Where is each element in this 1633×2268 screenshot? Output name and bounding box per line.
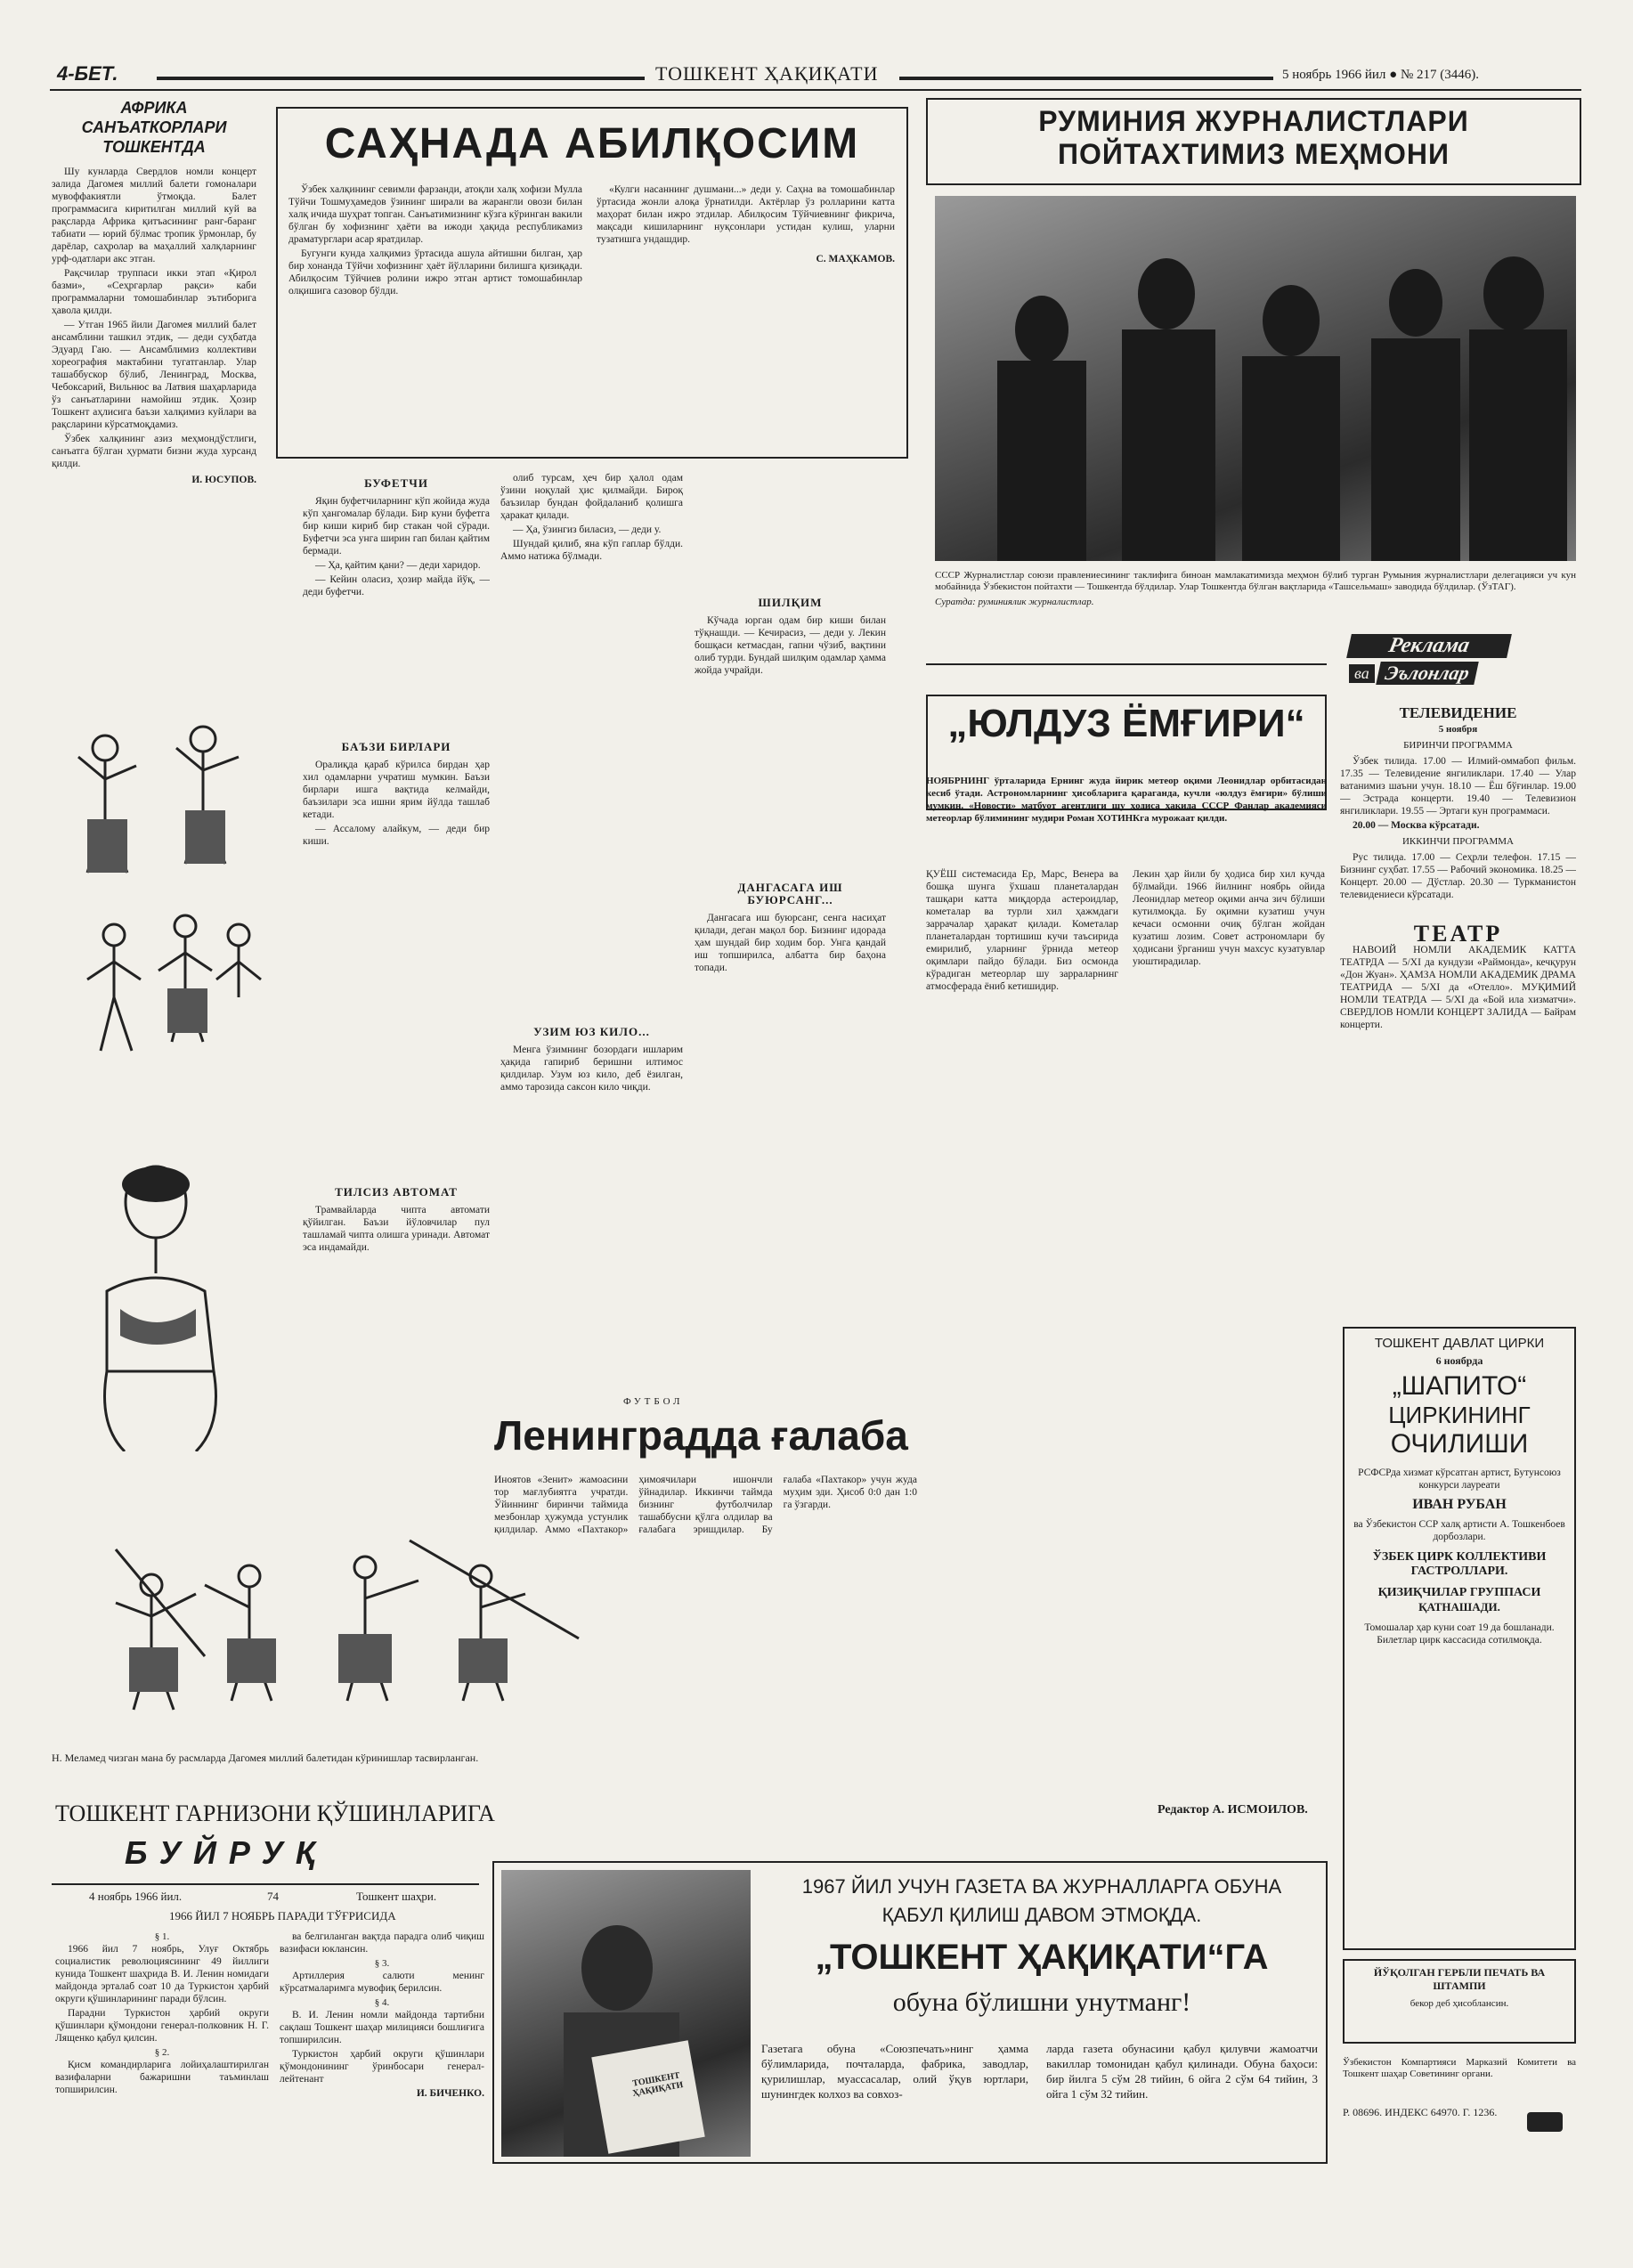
romania-title-box	[926, 98, 1581, 185]
tilsiz-text: Трамвайларда чипта автомати қўйилган. Баъзи йўловчилар пул ташламай чипта олишга уринади. Автомат эса индамайди.	[303, 1205, 490, 1253]
circus-box	[1343, 1327, 1576, 1950]
sahna-intro: Ўзбек халқининг севимли фарзанди, атоқли халқ хофизи Мулла Тўйчи Тошмуҳамедов ўзининг ширали ва жарангли овози билан халқ ичида шуҳрат топган. Санъатимизнинг кўзга кўринган вакили бўлган бу хофизнинг ҳаёти ва ижоди ҳақида республикамиз драматурглари асар яратдилар.	[288, 184, 582, 245]
yulduz-left-column: ҚУЁШ системасида Ер, Марс, Венера ва бошқа шунга ўхшаш планеталардан ташқари катта миқдорда астероидлар, кометалар ва турли хил ҳажмдаги заррачалар ҳаракат қилади. Кометалар планеталардан тортишиш кучи таъсирида емирилиб, уларнинг ўрнида метеор оқимлари пайдо бўлади. Биз осмонда кўрадиган метеорлар шу зарраларнинг атмосферада ёниб кетишидир.	[926, 869, 1118, 992]
garrison-right-1: ва белгиланган вақтда парадга олиб чиқиш вазифаси юклансин.	[280, 1931, 484, 1955]
sahna-author: С. МАҲКАМОВ.	[816, 254, 895, 264]
circus-performer: ИВАН РУБАН	[1412, 1497, 1507, 1512]
publisher-note: Ўзбекистон Компартияси Марказий Комитети ва Тошкент шаҳар Советининг органи.	[1343, 2057, 1576, 2079]
football-title: Ленинградда ғалаба	[494, 1412, 908, 1459]
issue-date: 5 ноябрь 1966 йил ● № 217 (3446).	[1282, 68, 1480, 82]
sahna-right-column	[597, 183, 895, 424]
humor-column-3	[695, 472, 886, 1380]
humor-column-1	[303, 472, 490, 1380]
sahna-right-text: «Кулги насаннинг душмани...» деди у. Саҳна ва томошабинлар ўртасида жонли алоқа ўрнатилди. Актёрлар ўз ролларини катта маҳорат билан ижро этдилар. Абилқосим Тўйчиевнинг фикрича, мақсади кишиларнинг нуқсонлари устидан кулиш, уларни тузатишга ундашдир.	[597, 184, 895, 245]
ads-column	[1340, 703, 1576, 1309]
yulduz-right-column: Лекин ҳар йили бу ҳодиса бир хил кучда бўлмайди. 1966 йилнинг ноябрь ойида Леонидлар метеор оқими анча зич бўлиши кутилмоқда. Бу оқимни кузатиш учун кечаси осмонни очиқ бўлган жойдан кузатиш лозим. Совет астрономлари бу ҳодисани ўрганиш учун махсус кузатувлар уюштирадилар.	[1133, 869, 1325, 967]
circus-text-2: ва Ўзбекистон ССР халқ артисти А. Тошкенбоев дорбозлари.	[1353, 1519, 1565, 1542]
subscription-line-4: обуна бўлишни унутманг!	[892, 1988, 1191, 2017]
photo-silhouettes	[935, 196, 1576, 561]
theatre-text: НАВОИЙ НОМЛИ АКАДЕМИК КАТТА ТЕАТРДА — 5/XI да кундузи «Раймонда», кечқурун «Дон Жуан». ҲАМЗА НОМЛИ АКАДЕМИК ДРАМА ТЕАТРИДА — 5/XI да «Отелло». МУҚИМИЙ НОМЛИ ТЕАТРДА — 5/XI да «Бой ила хизматчи». СВЕРДЛОВ НОМЛИ КОНЦЕРТ ЗАЛИДА — Байрам концерти.	[1340, 945, 1576, 1030]
humor-column-2	[500, 472, 683, 1380]
romania-photo-credit: Суратда: руминиялик журналистлар.	[935, 597, 1094, 607]
romania-journalists-photo	[935, 196, 1576, 561]
tv-program-1: БИРИНЧИ ПРОГРАММА	[1403, 740, 1513, 751]
subscription-body-right: ларда газета обунасини қабул қилувчи жамоатчи вакиллар томонидан қабул қилинади. Обуна баҳоси: бир йилга 5 сўм 28 тийин, 6 ойга 2 сўм 64 тийин, 3 ойга 1 сўм 32 тийин.	[1046, 2042, 1318, 2101]
masthead-rule-left	[157, 77, 645, 80]
page-number: 4-БЕТ.	[57, 62, 118, 85]
garrison-rule	[52, 1883, 479, 1885]
newspaper-name: ТОШКЕНТ ҲАҚИҚАТИ	[655, 62, 879, 85]
editor-name: Редактор А. ИСМОИЛОВ.	[1158, 1803, 1308, 1817]
ads-logo	[1340, 634, 1576, 695]
subscription-line-2: ҚАБУЛ ҚИЛИШ ДАВОМ ЭТМОҚДА.	[881, 1904, 1202, 1926]
garrison-right-3: В. И. Ленин номли майдонда тартибни сақлаш Тошкент шаҳар милицияси бошлиғига топширилсин.	[280, 2010, 484, 2045]
tilsiz-title: ТИЛСИЗ АВТОМАТ	[335, 1185, 458, 1199]
sahna-left-column	[288, 183, 582, 424]
circus-shapito: „ШАПИТО“	[1392, 1371, 1527, 1401]
bufetchi-paragraph: — Кейин оласиз, ҳозир майда йўқ, — деди буфетчи.	[303, 574, 490, 597]
football-label: ФУТБОЛ	[623, 1396, 684, 1407]
tv-program-2: ИККИНЧИ ПРОГРАММА	[1401, 836, 1514, 847]
tv-title: ТЕЛЕВИДЕНИЕ	[1399, 704, 1517, 721]
garrison-p1: 1966 йил 7 ноябрь, Улуғ Октябрь социалистик революциясининг 49 йиллиги кунида Тошкент шаҳрида В. И. Ленин номидаги майдонда эрталаб соат 10 да Туркистон ҳарбий округи қўшинларининг паради бўлсин.	[55, 1944, 269, 2004]
africa-paragraph: Ўзбек халқининг азиз меҳмондўстлиги, санъатга бўлган ҳурмати бизни жуда хурсанд қилди.	[52, 434, 256, 469]
circus-text-3: Томошалар ҳар куни соат 19 да бошланади. Билетлар цирк кассасида сотилмоқда.	[1364, 1622, 1555, 1646]
sahna-title: САҲНАДА АБИЛҚОСИМ	[324, 120, 860, 167]
circus-opening: ОЧИЛИШИ	[1390, 1429, 1529, 1459]
circus-text: РСФСРда хизмат кўрсатган артист, Бутунсоюз конкурси лауреати	[1358, 1467, 1561, 1491]
masthead-rule-right	[899, 77, 1273, 80]
subscription-newspaper-small: ТОШКЕНТ ҲАҚИҚАТИ	[631, 2070, 685, 2099]
garrison-date: 4 ноябрь 1966 йил.	[89, 1890, 183, 1903]
circus-tsirk: ЦИРКИНИНГ	[1388, 1402, 1531, 1428]
bufetchi-paragraph: — Ҳа, қайтим қани? — деди харидор.	[315, 560, 481, 571]
garrison-signer-title: Туркистон ҳарбий округи қўшинлари қўмондонининг ўринбосари генерал-лейтенант	[280, 2049, 484, 2085]
romania-divider	[926, 663, 1327, 665]
bufetchi-paragraph: Яқин буфетчиларнинг кўп жойида жуда кўп ҳангомалар бўлади. Бир куни буфетга бир киши кириб бир стакан чой сўради. Буфетчи эса унга ширин гап билан қайтим бермади.	[303, 496, 490, 557]
garrison-title: ТОШКЕНТ ГАРНИЗОНИ ҚЎШИНЛАРИГА	[55, 1801, 495, 1826]
romania-caption-text: СССР Журналистлар союзи правлениесининг таклифига биноан мамлакатимизда меҳмон бўлиб турган Румыния журналистлари делегацияси уч кун мобайнида Ўзбекистон пойтахти — Тошкентда бўлдилар. Улар Тошкентда бўлган вақтларида «Ташсельмаш» заводида бўлдилар.	[935, 570, 1576, 592]
subscription-line-3: „ТОШКЕНТ ҲАҚИҚАТИ“ГА	[815, 1938, 1269, 1977]
col3-paragraph: олиб турсам, ҳеч бир ҳалол одам ўзини ноқулай ҳис қилмайди. Бироқ баъзилар бундан фойдаланиб қолишга ҳаракат қилади.	[500, 473, 683, 521]
col3-paragraph: Шундай қилиб, яна кўп гаплар бўлди. Аммо натижа бўлмади.	[500, 539, 683, 562]
lost-stamp-title: ЙЎҚОЛГАН ГЕРБЛИ ПЕЧАТЬ ВА ШТАМПИ	[1373, 1966, 1546, 1992]
sahna-intro-2: Бугунги кунда халқимиз ўртасида ашула айтишни билган, ҳар бир хонанда Тўйчи хофизнинг ҳаёт йўлларини билишга қизиқади. Абилқосим Тўйчиев ролини ижро этган артист томошабинлар олқишига сазовор бўлди.	[288, 248, 582, 297]
woman-portrait-illustration	[71, 1158, 249, 1451]
ads-logo-line-2: ва	[1349, 664, 1375, 683]
col3-paragraph: — Ҳа, ўзингиз биласиз, — деди у.	[513, 524, 662, 535]
garrison-right-column	[280, 1931, 484, 2153]
dangasa-title: ДАНГАСАГА ИШ БУЮРСАНГ...	[737, 881, 843, 906]
circus-comedians: ҚИЗИҚЧИЛАР ГРУППАСИ	[1377, 1586, 1541, 1599]
dancer-illustration	[52, 712, 274, 1131]
garrison-section-2: § 2.	[154, 2047, 170, 2058]
garrison-right-2: Артиллерия салюти менинг кўрсатмаларимга мувофиқ берилсин.	[280, 1971, 484, 1994]
subscription-body-left: Газетага обуна «Союзпечать»нинг ҳамма бўлимларида, почталарда, фабрика, заводлар, қурилишлар, муассасалар, олий ўқув юртлари, шунингдек колхоз ва совхоз-	[761, 2042, 1028, 2101]
tv-program-1-text: Ўзбек тилида. 17.00 — Илмий-оммабоп фильм. 17.35 — Телевидение янгиликлари. 17.40 — Улар ватанимиз шаъни учун. 18.10 — Ёш бўғинлар. 19.00 — Эстрада концерти. 19.40 — Телевизион янгиликлари. 19.55 — Эртаги кун программаси.	[1340, 756, 1576, 817]
romania-caption	[935, 570, 1576, 608]
garrison-p2: Парадни Туркистон ҳарбий округи қўшинлари қўмондони генерал-полковник Н. Г. Лященко қабул қилсин.	[55, 2008, 269, 2044]
tv-date: 5 ноября	[1438, 724, 1478, 735]
romania-title-2: ПОЙТАХТИМИЗ МЕҲМОНИ	[1057, 138, 1450, 170]
ads-logo-line-3: Эълонлар	[1376, 662, 1478, 685]
subscription-line-1: 1967 ЙИЛ УЧУН ГАЗЕТА ВА ЖУРНАЛЛАРГА ОБУНА	[801, 1875, 1282, 1898]
circus-collective: ЎЗБЕК ЦИРК КОЛЛЕКТИВИ ГАСТРОЛЛАРИ.	[1372, 1550, 1547, 1578]
uzim-title: УЗИМ ЮЗ КИЛО...	[533, 1025, 650, 1038]
circus-date: 6 ноябрда	[1435, 1354, 1483, 1367]
ads-logo-line-1: Реклама	[1346, 634, 1512, 658]
yulduz-title: „ЮЛДУЗ ЁМҒИРИ“	[947, 702, 1305, 745]
lost-stamp-text: бекор деб ҳисоблансин.	[1410, 1998, 1509, 2009]
africa-paragraph: Рақсчилар труппаси икки этап «Қирол базми», «Сеҳргарлар рақси» каби программаларни томошабинлар эътиборига ҳавола қилди.	[52, 268, 256, 316]
bazi-paragraph: — Ассалому алайкум, — деди бир киши.	[303, 824, 490, 847]
garrison-p3: Қисм командирларига лойиҳалаштирилган вазифаларни бажаришни таъминлаш топширилсин.	[55, 2060, 269, 2095]
garrison-subject: 1966 ЙИЛ 7 НОЯБРЬ ПАРАДИ ТЎҒРИСИДА	[169, 1909, 396, 1923]
football-text: Иноятов «Зенит» жамоасини тор мағлубиятга учратди. Ўйиннинг биринчи таймида мезбонлар ҳужумда устунлик қилдилар. Аммо «Пахтакор» ҳимоячилари ишончли ўйнадилар. Иккинчи таймда бизнинг футболчилар ташаббусни қўлга олдилар ва ғалабага эришдилар. Бу ғалаба «Пахтакор» учун жуда муҳим эди. Ҳисоб 0:0 дан 1:0 га ўзгарди.	[494, 1475, 917, 1535]
garrison-left-column	[55, 1931, 269, 2153]
shilkim-text: Кўчада юрган одам бир киши билан тўқнашди. — Кечирасиз, — деди у. Лекин бошқаси кетмасдан, гапни чўзиб, вақтини олиб турди. Бундай шилқим одамлар ҳамма жойда учрайди.	[695, 615, 886, 676]
garrison-order-no: 74	[267, 1890, 279, 1903]
yulduz-lead: НОЯБРНИНГ ўрталарида Ернинг жуда йирик метеор оқими Леонидлар орбитасидан кесиб ўтади. Астрономларнинг ҳисобларига қараганда, кучли «юлдуз ёмғири» бўлиши мумкин. «Новости» матбуот агентлиги шу ҳодиса ҳақида СССР Фанлар академияси метеорлар бўлимининг мудири Роман ХОТИНКга мурожаат қилди.	[926, 776, 1327, 824]
reader-silhouette	[501, 1870, 751, 2157]
circus-org: ТОШКЕНТ ДАВЛАТ ЦИРКИ	[1374, 1336, 1545, 1351]
tv-program-2-text: Рус тилида. 17.00 — Сеҳрли телефон. 17.15 — Бизнинг суҳбат. 17.55 — Рабочий экономика. 18.25 — Концерт. 20.00 — Дўстлар. 20.30 — Туркманистон телевидениеси кўрсатади.	[1340, 852, 1576, 900]
bazi-title: БАЪЗИ БИРЛАРИ	[341, 740, 451, 753]
garrison-city: Тошкент шаҳри.	[356, 1890, 437, 1903]
romania-agency: (ЎзТАГ).	[1477, 581, 1516, 592]
print-index: Р. 08696. ИНДЕКС 64970. Г. 1236.	[1343, 2106, 1498, 2118]
uzim-text: Менга ўзимнинг бозордаги ишларим ҳақида гапириб беришни илтимос қилдилар. Узум юз кило, деб ёзилган, аммо тарозида саксон кило чиқди.	[500, 1045, 683, 1093]
bufetchi-title: БУФЕТЧИ	[364, 476, 428, 490]
lost-stamp-notice	[1343, 1959, 1576, 2044]
africa-paragraph: — Утган 1965 йили Дагомея миллий балет ансамблини ташкил этдик, — деди суҳбатда Эдуард Гаю. — Ансамблимиз коллективи хореография мактабини тугатганлар. Улар ташаббускор бўлиб, Ленинград, Москва, Чебоксарий, Вильнюс ва Латвия шаҳарларида ўз санъатларини намойиш этдик. Ҳозир Тошкент аҳлисига баъзи халқимиз куйлари ва рақсларини кўрсатмоқдамиз.	[52, 320, 256, 430]
circus-participate: ҚАТНАШАДИ.	[1418, 1600, 1500, 1614]
subscription-box	[492, 1861, 1328, 2164]
illustration-caption: Н. Меламед чизган мана бу расмларда Дагомея миллий балетидан кўринишлар тасвирланган.	[52, 1752, 479, 1764]
subscription-photo	[501, 1870, 751, 2157]
africa-paragraph: Шу кунларда Свердлов номли концерт залида Дагомея миллий балети гомоналари мувоффакиятли ўтмоқда. Балет программасига киритилган миллий куй ва рақсларда Африка қитъасининг ранг-баранг табиати — юрий бўлмас тропик ўрмонлар, бу дарёлар, саҳролар ва маҳаллий халқларнинг урф-одатлари акс этган.	[52, 167, 256, 264]
garrison-section-4: § 4.	[374, 1997, 390, 2008]
garrison-section-1: § 1.	[154, 1931, 170, 1942]
masthead-underline	[50, 89, 1581, 91]
romania-title-1: РУМИНИЯ ЖУРНАЛИСТЛАРИ	[1038, 105, 1469, 137]
dangasa-text: Дангасага иш буюрсанг, сенга насиҳат қилади, деган мақол бор. Бизнинг идорада ҳам шундай бир ходим бор. Унга қандай иш топширилса, албатта бир баҳона топади.	[695, 913, 886, 973]
printer-mark-icon	[1527, 2112, 1563, 2132]
bazi-paragraph: Оралиқда қараб кўрилса бирдан ҳар хил одамларни учратиш мумкин. Баъзи бирлари ишга вақтида келмайди, баъзилари эса ишни ярим йўлда ташлаб кетади.	[303, 760, 490, 820]
africa-author: И. ЮСУПОВ.	[191, 475, 256, 485]
shilkim-title: ШИЛҚИМ	[758, 596, 823, 609]
africa-title: АФРИКА САНЪАТКОРЛАРИ ТОШКЕНТДА	[81, 99, 227, 156]
tv-moscow: 20.00 — Москва кўрсатади.	[1353, 820, 1480, 831]
theatre-title: ТЕАТР	[1413, 921, 1503, 947]
garrison-section-3: § 3.	[374, 1958, 390, 1969]
sahna-article	[276, 107, 908, 459]
garrison-order-word: БУЙРУҚ	[125, 1834, 329, 1871]
garrison-signer: И. БИЧЕНКО.	[416, 2088, 484, 2099]
